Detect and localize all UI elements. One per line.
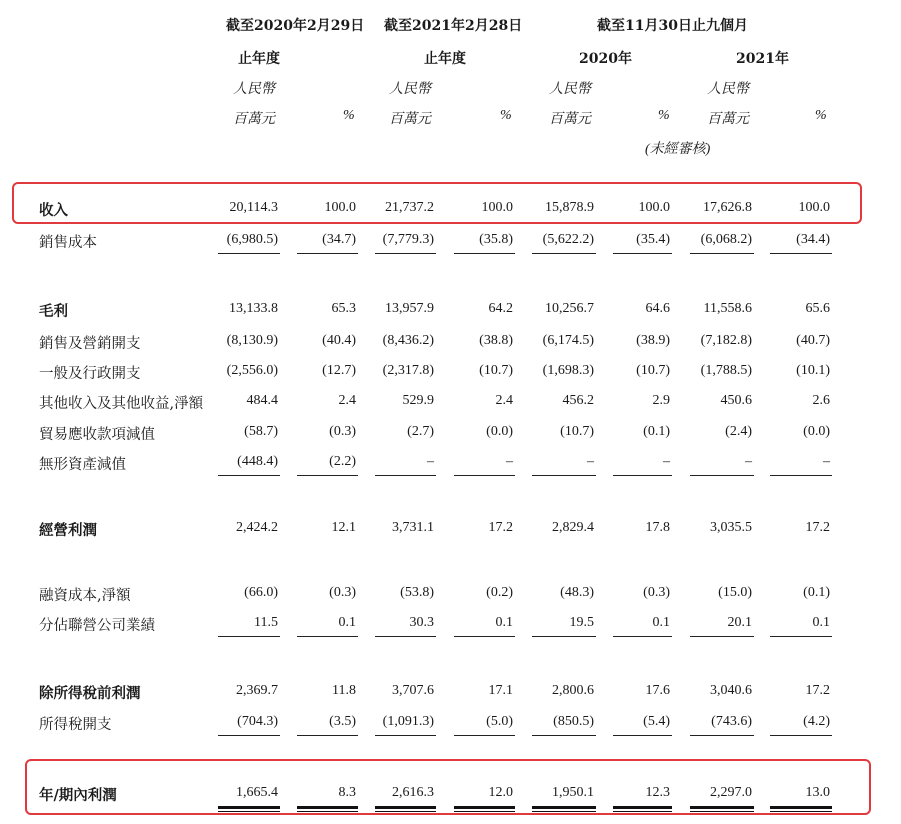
amount-cell: 2,800.6 bbox=[552, 683, 594, 698]
subtotal-rule bbox=[218, 636, 280, 637]
unit-label-1: 百萬元 bbox=[233, 112, 275, 127]
unit-label-4: 百萬元 bbox=[707, 112, 749, 127]
percent-cell: 2.6 bbox=[812, 393, 830, 408]
subtotal-rule bbox=[532, 636, 596, 637]
percent-cell: (2.2) bbox=[329, 454, 356, 469]
amount-cell: (7,779.3) bbox=[382, 232, 434, 247]
subtotal-rule bbox=[613, 253, 672, 254]
subtotal-rule bbox=[613, 735, 672, 736]
amount-cell: 3,707.6 bbox=[392, 683, 434, 698]
subtotal-rule bbox=[218, 735, 280, 736]
amount-cell: (8,436.2) bbox=[382, 333, 434, 348]
amount-cell: 484.4 bbox=[246, 393, 278, 408]
amount-cell: (1,698.3) bbox=[542, 363, 594, 378]
amount-cell: 1,950.1 bbox=[552, 785, 594, 800]
row-label: 其他收入及其他收益,淨額 bbox=[39, 396, 204, 412]
row-label: 銷售成本 bbox=[39, 235, 97, 251]
percent-cell: 2.4 bbox=[495, 393, 513, 408]
percent-cell: (34.7) bbox=[322, 232, 356, 247]
amount-cell: 13,133.8 bbox=[229, 301, 278, 316]
amount-cell: (5,622.2) bbox=[542, 232, 594, 247]
amount-cell: (7,182.8) bbox=[700, 333, 752, 348]
col-header-fy2020-line2: 止年度 bbox=[238, 51, 280, 67]
percent-cell: (0.2) bbox=[486, 585, 513, 600]
percent-cell: 64.6 bbox=[645, 301, 670, 316]
subtotal-rule bbox=[218, 475, 280, 476]
amount-cell: 1,665.4 bbox=[236, 785, 278, 800]
col-header-year-2021: 2021年 bbox=[736, 51, 789, 67]
col-header-fy2020-line1: 截至2020年2月29日 bbox=[226, 18, 365, 34]
percent-cell: – bbox=[823, 454, 830, 469]
row-label: 一般及行政開支 bbox=[39, 366, 141, 382]
amount-cell: (53.8) bbox=[400, 585, 434, 600]
amount-cell: 11,558.6 bbox=[703, 301, 752, 316]
percent-cell: (5.4) bbox=[643, 714, 670, 729]
row-label: 所得稅開支 bbox=[39, 717, 112, 733]
percent-cell: 0.1 bbox=[495, 615, 513, 630]
amount-cell: 2,369.7 bbox=[236, 683, 278, 698]
percent-cell: 17.2 bbox=[805, 683, 830, 698]
col-header-fy2021-line2: 止年度 bbox=[424, 51, 466, 67]
percent-cell: 17.6 bbox=[645, 683, 670, 698]
percent-cell: 17.2 bbox=[488, 520, 513, 535]
subtotal-rule bbox=[375, 475, 436, 476]
amount-cell: 17,626.8 bbox=[703, 200, 752, 215]
amount-cell: – bbox=[427, 454, 434, 469]
percent-cell: 100.0 bbox=[481, 200, 513, 215]
currency-label-4: 人民幣 bbox=[707, 82, 749, 97]
percent-cell: (40.4) bbox=[322, 333, 356, 348]
percent-cell: (0.3) bbox=[329, 424, 356, 439]
amount-cell: 19.5 bbox=[569, 615, 594, 630]
subtotal-rule bbox=[454, 253, 515, 254]
subtotal-rule bbox=[690, 253, 754, 254]
highlight-box-profit bbox=[25, 759, 871, 815]
amount-cell: 2,297.0 bbox=[710, 785, 752, 800]
amount-cell: (6,174.5) bbox=[542, 333, 594, 348]
subtotal-rule bbox=[690, 735, 754, 736]
percent-cell: (38.8) bbox=[479, 333, 513, 348]
amount-cell: (10.7) bbox=[560, 424, 594, 439]
amount-cell: (2,556.0) bbox=[226, 363, 278, 378]
row-label: 除所得稅前利潤 bbox=[39, 685, 141, 702]
subtotal-rule bbox=[454, 475, 515, 476]
amount-cell: 2,616.3 bbox=[392, 785, 434, 800]
percent-cell: (0.3) bbox=[643, 585, 670, 600]
percent-cell: (12.7) bbox=[322, 363, 356, 378]
subtotal-rule bbox=[297, 735, 358, 736]
amount-cell: (448.4) bbox=[237, 454, 278, 469]
amount-cell: (850.5) bbox=[553, 714, 594, 729]
amount-cell: (2.7) bbox=[407, 424, 434, 439]
amount-cell: (704.3) bbox=[237, 714, 278, 729]
percent-cell: (0.0) bbox=[803, 424, 830, 439]
subtotal-rule bbox=[375, 253, 436, 254]
col-header-year-2020: 2020年 bbox=[579, 51, 632, 67]
row-label: 毛利 bbox=[39, 303, 68, 320]
percent-cell: 12.3 bbox=[645, 785, 670, 800]
percent-cell: (0.3) bbox=[329, 585, 356, 600]
percent-cell: 64.2 bbox=[488, 301, 513, 316]
amount-cell: 3,035.5 bbox=[710, 520, 752, 535]
percent-cell: 0.1 bbox=[812, 615, 830, 630]
amount-cell: – bbox=[745, 454, 752, 469]
percent-cell: 17.1 bbox=[488, 683, 513, 698]
percent-cell: 17.2 bbox=[805, 520, 830, 535]
pct-label-1: % bbox=[343, 108, 355, 123]
percent-cell: – bbox=[506, 454, 513, 469]
amount-cell: (2.4) bbox=[725, 424, 752, 439]
subtotal-rule bbox=[532, 475, 596, 476]
amount-cell: (15.0) bbox=[718, 585, 752, 600]
amount-cell: (6,068.2) bbox=[700, 232, 752, 247]
amount-cell: (66.0) bbox=[244, 585, 278, 600]
amount-cell: (2,317.8) bbox=[382, 363, 434, 378]
percent-cell: (10.7) bbox=[479, 363, 513, 378]
highlight-box-revenue bbox=[12, 182, 862, 224]
amount-cell: 450.6 bbox=[720, 393, 752, 408]
percent-cell: 2.4 bbox=[338, 393, 356, 408]
col-header-fy2021-line1: 截至2021年2月28日 bbox=[384, 18, 523, 34]
percent-cell: 12.0 bbox=[488, 785, 513, 800]
amount-cell: (1,788.5) bbox=[700, 363, 752, 378]
amount-cell: 529.9 bbox=[402, 393, 434, 408]
amount-cell: 2,829.4 bbox=[552, 520, 594, 535]
row-label: 銷售及營銷開支 bbox=[39, 336, 141, 352]
pct-label-3: % bbox=[658, 108, 670, 123]
row-label: 年/期內利潤 bbox=[39, 787, 117, 804]
row-label: 收入 bbox=[39, 202, 68, 219]
percent-cell: 11.8 bbox=[332, 683, 356, 698]
percent-cell: (10.1) bbox=[796, 363, 830, 378]
percent-cell: – bbox=[663, 454, 670, 469]
percent-cell: 0.1 bbox=[338, 615, 356, 630]
percent-cell: 8.3 bbox=[338, 785, 356, 800]
amount-cell: 2,424.2 bbox=[236, 520, 278, 535]
subtotal-rule bbox=[297, 253, 358, 254]
amount-cell: 3,040.6 bbox=[710, 683, 752, 698]
subtotal-rule bbox=[770, 475, 832, 476]
amount-cell: (58.7) bbox=[244, 424, 278, 439]
unit-label-3: 百萬元 bbox=[549, 112, 591, 127]
percent-cell: 12.1 bbox=[331, 520, 356, 535]
percent-cell: (34.4) bbox=[796, 232, 830, 247]
subtotal-rule bbox=[532, 253, 596, 254]
amount-cell: (743.6) bbox=[711, 714, 752, 729]
subtotal-rule bbox=[770, 253, 832, 254]
col-header-nine-months: 截至11月30日止九個月 bbox=[597, 18, 748, 34]
subtotal-rule bbox=[613, 636, 672, 637]
row-label: 貿易應收款項減值 bbox=[39, 427, 155, 443]
percent-cell: (0.0) bbox=[486, 424, 513, 439]
amount-cell: 30.3 bbox=[409, 615, 434, 630]
percent-cell: (0.1) bbox=[803, 585, 830, 600]
unit-label-2: 百萬元 bbox=[389, 112, 431, 127]
subtotal-rule bbox=[454, 636, 515, 637]
percent-cell: (38.9) bbox=[636, 333, 670, 348]
percent-cell: (3.5) bbox=[329, 714, 356, 729]
subtotal-rule bbox=[297, 475, 358, 476]
amount-cell: (48.3) bbox=[560, 585, 594, 600]
amount-cell: 13,957.9 bbox=[385, 301, 434, 316]
subtotal-rule bbox=[375, 735, 436, 736]
subtotal-rule bbox=[770, 636, 832, 637]
percent-cell: 65.3 bbox=[331, 301, 356, 316]
amount-cell: – bbox=[587, 454, 594, 469]
percent-cell: (10.7) bbox=[636, 363, 670, 378]
amount-cell: 20,114.3 bbox=[229, 200, 278, 215]
subtotal-rule bbox=[690, 636, 754, 637]
row-label: 經營利潤 bbox=[39, 522, 97, 539]
percent-cell: (40.7) bbox=[796, 333, 830, 348]
percent-cell: 100.0 bbox=[324, 200, 356, 215]
amount-cell: 456.2 bbox=[562, 393, 594, 408]
percent-cell: 13.0 bbox=[805, 785, 830, 800]
percent-cell: 17.8 bbox=[645, 520, 670, 535]
percent-cell: 0.1 bbox=[652, 615, 670, 630]
subtotal-rule bbox=[613, 475, 672, 476]
amount-cell: (1,091.3) bbox=[382, 714, 434, 729]
subtotal-rule bbox=[375, 636, 436, 637]
pct-label-4: % bbox=[815, 108, 827, 123]
percent-cell: (0.1) bbox=[643, 424, 670, 439]
amount-cell: 20.1 bbox=[727, 615, 752, 630]
percent-cell: (35.4) bbox=[636, 232, 670, 247]
percent-cell: (4.2) bbox=[803, 714, 830, 729]
amount-cell: 10,256.7 bbox=[545, 301, 594, 316]
amount-cell: 11.5 bbox=[254, 615, 278, 630]
amount-cell: 3,731.1 bbox=[392, 520, 434, 535]
amount-cell: (8,130.9) bbox=[226, 333, 278, 348]
subtotal-rule bbox=[690, 475, 754, 476]
amount-cell: 15,878.9 bbox=[545, 200, 594, 215]
subtotal-rule bbox=[532, 735, 596, 736]
amount-cell: 21,737.2 bbox=[385, 200, 434, 215]
percent-cell: 100.0 bbox=[638, 200, 670, 215]
currency-label-3: 人民幣 bbox=[549, 82, 591, 97]
row-label: 融資成本,淨額 bbox=[39, 588, 131, 604]
subtotal-rule bbox=[770, 735, 832, 736]
subtotal-rule bbox=[218, 253, 280, 254]
percent-cell: (35.8) bbox=[479, 232, 513, 247]
pct-label-2: % bbox=[500, 108, 512, 123]
percent-cell: 65.6 bbox=[805, 301, 830, 316]
percent-cell: (5.0) bbox=[486, 714, 513, 729]
subtotal-rule bbox=[454, 735, 515, 736]
row-label: 無形資產減值 bbox=[39, 457, 126, 473]
subtotal-rule bbox=[297, 636, 358, 637]
row-label: 分佔聯營公司業績 bbox=[39, 618, 155, 634]
amount-cell: (6,980.5) bbox=[226, 232, 278, 247]
unaudited-label: (未經審核) bbox=[645, 142, 711, 157]
currency-label-2: 人民幣 bbox=[389, 82, 431, 97]
percent-cell: 100.0 bbox=[798, 200, 830, 215]
currency-label-1: 人民幣 bbox=[233, 82, 275, 97]
percent-cell: 2.9 bbox=[652, 393, 670, 408]
